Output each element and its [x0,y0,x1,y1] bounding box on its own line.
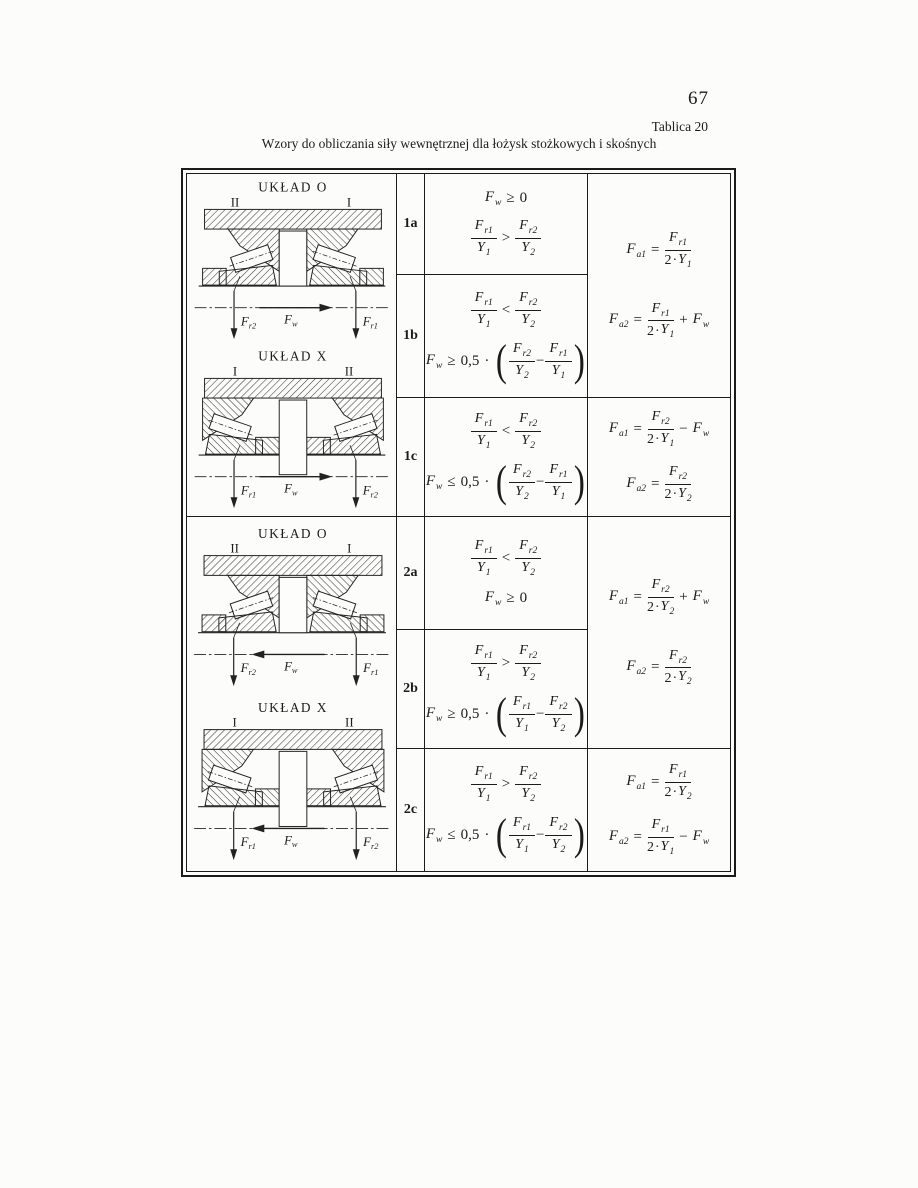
svg-text:II: II [344,715,354,730]
bearing-diagrams-arrangement-2 [187,517,397,871]
row-label-2a: 2a [397,517,425,630]
svg-text:I: I [232,364,237,379]
svg-text:II: II [229,541,239,556]
svg-text:Fr2: $F_{r2}$ [362,483,378,500]
row-label-1b: 1b [397,275,425,398]
svg-text:Fw: $F_w$ [283,659,298,676]
svg-text:Fr1: $F_{r1}$ [362,661,378,678]
svg-text:Fr2: $F_{r2}$ [240,314,256,331]
page-number: 67 [688,88,709,109]
svg-text:UKŁAD X: UKŁAD X [257,699,328,715]
svg-text:I: I [346,195,351,210]
svg-text:II: II [344,364,353,379]
formula: $F_{a1}$ = $F_{r1}$ 2 · $Y_2$ [626,762,692,803]
svg-text:Fr1: $F_{r1}$ [362,314,378,331]
condition-cell-1c [425,398,588,517]
svg-text:UKŁAD X: UKŁAD X [257,348,328,364]
formula: $\frac{F_{r1}}{Y_1}$ < $\frac{F_{r2}}{Y_2}$ [471,538,542,579]
formula: $F_w$ ≥ 0,5 · ( $\frac{F_{r2}}{Y_2}$ − $\frac{F_{r1}}{Y_1}$ ) [425,336,585,386]
svg-text:Fr1: $F_{r1}$ [240,834,256,851]
formula: $F_{a1}$ = $F_{r2}$ 2 · $Y_2$ + $F_w$ [608,576,710,617]
svg-text:II: II [230,195,239,210]
formula: $\frac{F_{r1}}{Y_1}$ > $\frac{F_{r2}}{Y_2}$ [471,643,542,684]
formula: $\frac{F_{r1}}{Y_1}$ < $\frac{F_{r2}}{Y_2}$ [471,290,542,331]
condition-cell-2c [425,749,588,871]
svg-text:Fr2: $F_{r2}$ [240,661,256,678]
result-cell-1a-1b [588,174,730,398]
formula: $F_{a2}$ = $F_{r1}$ 2 · $Y_1$ − $F_w$ [608,817,710,857]
formula: $F_w$ ≥ 0,5 · ( $\frac{F_{r1}}{Y_1}$ − $\frac{F_{r2}}{Y_2}$ ) [425,689,585,739]
result-cell-1c [588,398,730,517]
svg-text:Fr1: $F_{r1}$ [240,483,256,500]
table-caption: Tablica 20 [651,119,708,134]
row-label-1c: 1c [397,398,425,517]
diagram-uklad-x-2 [187,696,397,866]
formula: $\frac{F_{r1}}{Y_1}$ > $\frac{F_{r2}}{Y_2}$ [471,764,542,805]
row-label-2b: 2b [397,630,425,749]
result-cell-2c [588,749,730,871]
formula: $\frac{F_{r1}}{Y_1}$ > $\frac{F_{r2}}{Y_2}$ [471,218,542,259]
diagram-uklad-o-2 [187,522,397,692]
formula: $F_{a1}$ = $F_{r2}$ 2 · $Y_1$ − $F_w$ [608,409,710,450]
svg-text:Fw: $F_w$ [283,832,298,849]
formula: $F_{a2}$ = $F_{r1}$ 2 · $Y_1$ + $F_w$ [608,300,710,341]
formula: $F_{a2}$ = $F_{r2}$ 2 · $Y_2$ [626,647,692,688]
svg-text:Fw: $F_w$ [283,312,298,329]
formula: $F_{a1}$ = $F_{r1}$ 2 · $Y_1$ [626,229,692,270]
diagram-uklad-o-1 [187,176,397,345]
formula: $F_w$ ≤ 0,5 · ( $\frac{F_{r1}}{Y_1}$ − $\frac{F_{r2}}{Y_2}$ ) [425,810,585,860]
formula-table-grid [186,173,731,872]
diagram-uklad-x-1 [187,345,397,514]
condition-cell-2a [425,517,588,630]
svg-text:I: I [346,541,351,556]
result-cell-2a-2b [588,517,730,749]
svg-text:UKŁAD O: UKŁAD O [257,179,328,195]
formula-table [181,168,736,877]
condition-cell-1b [425,275,588,398]
formula: $F_{a2}$ = $F_{r2}$ 2 · $Y_2$ [626,464,692,504]
svg-text:UKŁAD O: UKŁAD O [257,526,328,542]
bearing-diagrams-arrangement-1 [187,174,397,517]
formula: $\frac{F_{r1}}{Y_1}$ < $\frac{F_{r2}}{Y_2}$ [471,411,542,452]
document-title: Wzory do obliczania siły wewnętrznej dla łożysk stożkowych i skośnych [261,136,657,151]
svg-text:Fw: $F_w$ [283,481,298,498]
condition-cell-1a [425,174,588,275]
condition-cell-2b [425,630,588,749]
row-label-1a: 1a [397,174,425,275]
svg-text:Fr2: $F_{r2}$ [362,834,378,851]
formula: $F_w$ ≤ 0,5 · ( $\frac{F_{r2}}{Y_2}$ − $\frac{F_{r1}}{Y_1}$ ) [425,457,585,507]
svg-text:I: I [232,715,237,730]
formula: $F_w$ ≥ 0 [484,189,528,209]
row-label-2c: 2c [397,749,425,871]
formula: $F_w$ ≥ 0 [484,588,528,608]
